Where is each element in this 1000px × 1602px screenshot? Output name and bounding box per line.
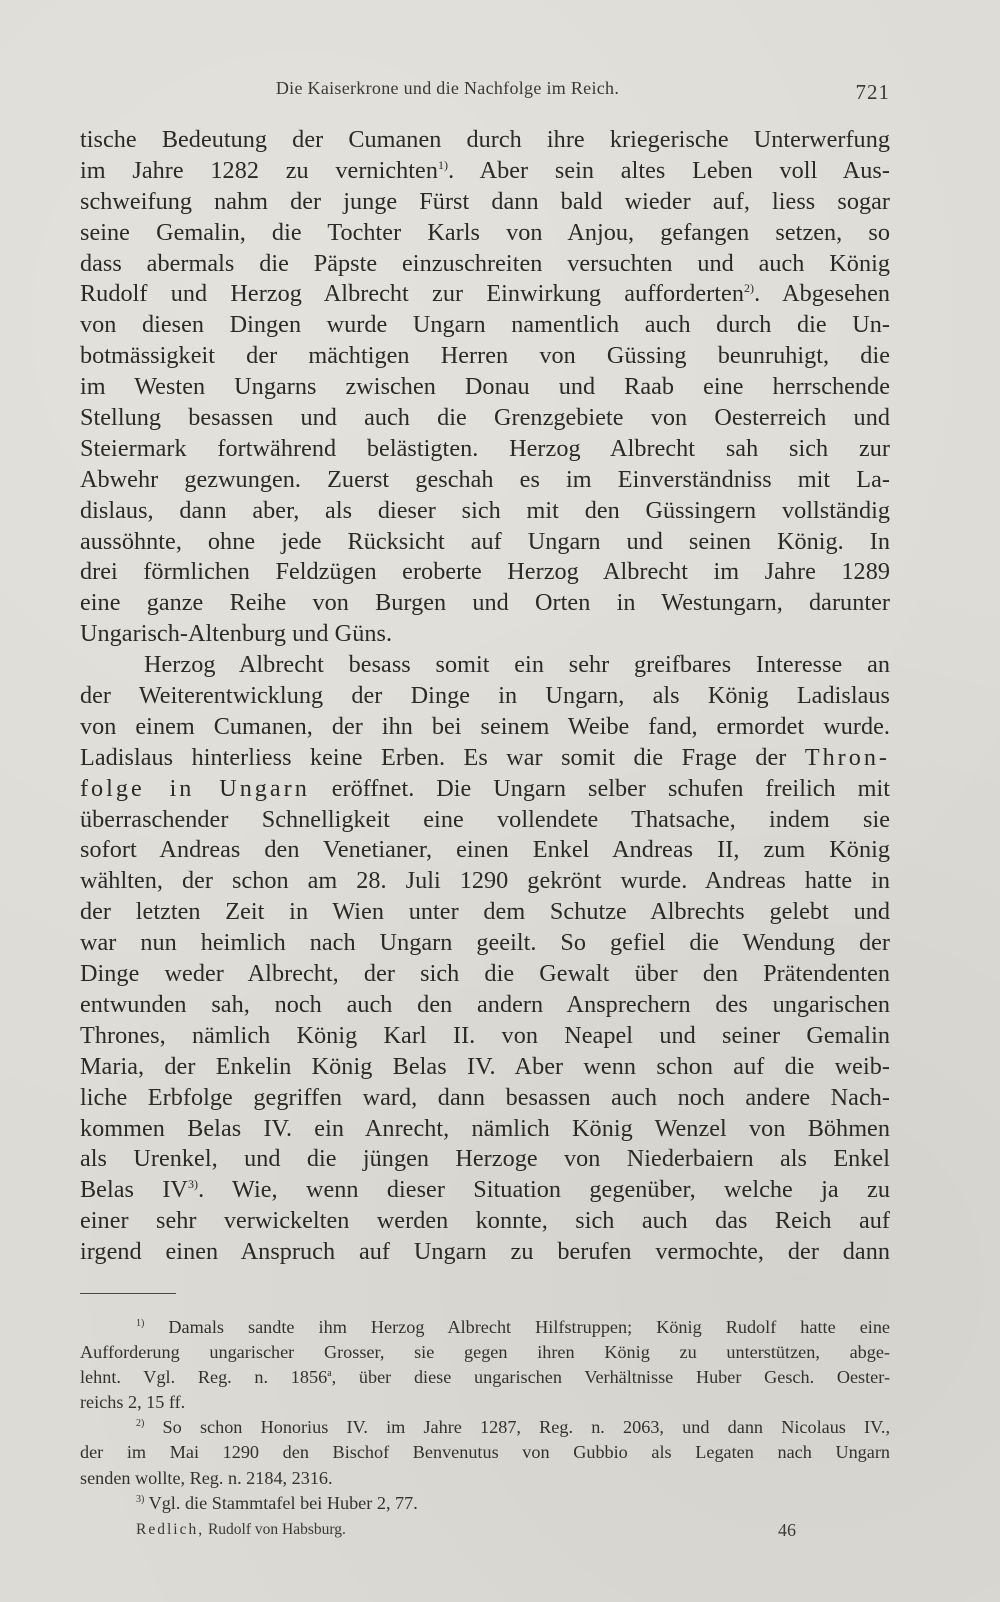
text-line: dislaus, dann aber, als dieser sich mit den Güssingern vollständig: [80, 496, 890, 524]
footnote-ref[interactable]: 1): [437, 157, 449, 172]
text-line: Thrones, nämlich König Karl II. von Neapel und seiner Gemalin: [80, 1021, 890, 1049]
text-line: entwunden sah, noch auch den andern Ansprechern des ungarischen: [80, 990, 890, 1018]
text-line: schweifung nahm der junge Fürst dann bald wieder auf, liess sogar: [80, 187, 890, 215]
body-text: [80, 125, 890, 1268]
footnote-line: lehnt. Vgl. Reg. n. 1856$^a$, über diese ungarischen Verhältnisse Huber Gesch. Oester-: [80, 1367, 891, 1388]
text-line: kommen Belas IV. ein Anrecht, nämlich König Wenzel von Böhmen: [80, 1114, 890, 1142]
text-line: seine Gemalin, die Tochter Karls von Anjou, gefangen setzen, so: [80, 218, 890, 246]
text-line: als Urenkel, und die jüngen Herzoge von Niederbaiern als Enkel: [80, 1145, 890, 1173]
footnote-line: reichs 2, 15 ff.: [80, 1392, 186, 1413]
footnote-marker: 2): [136, 1418, 145, 1430]
footnote-line: $^{1)}$ Damals sandte ihm Herzog Albrecht Hilfstruppen; König Rudolf hatte eine: [136, 1317, 891, 1337]
text-line: Maria, der Enkelin König Belas IV. Aber wenn schon auf die weib-: [80, 1052, 890, 1080]
running-head: [80, 76, 890, 106]
text-line: war nun heimlich nach Ungarn geeilt. So gefiel die Wendung der: [80, 929, 890, 957]
text-line: folge in Ungarn eröffnet. Die Ungarn selber schufen freilich mit: [80, 774, 890, 802]
footnote-line: der im Mai 1290 den Bischof Benvenutus von Gubbio als Legaten nach Ungarn: [80, 1442, 890, 1463]
text-line: Belas IV$^{3)}$. Wie, wenn dieser Situation gegenüber, welche ja zu: [80, 1176, 890, 1204]
text-line: aussöhnte, ohne jede Rücksicht auf Ungarn und seinen König. In: [80, 527, 890, 555]
text-line: Ungarisch-Altenburg und Güns.: [80, 620, 393, 648]
text-line: von einem Cumanen, der ihn bei seinem Weibe fand, ermordet wurde.: [80, 712, 890, 740]
footnote-line: Aufforderung ungarischer Grosser, sie gegen ihren König zu unterstützen, abge-: [80, 1342, 890, 1363]
text-line: Herzog Albrecht besass somit ein sehr greifbares Interesse an: [144, 651, 890, 679]
text-line: Rudolf und Herzog Albrecht zur Einwirkung aufforderten$^{2)}$. Abgesehen: [80, 280, 890, 308]
footnote-marker: 3): [136, 1493, 145, 1505]
text-line: tische Bedeutung der Cumanen durch ihre kriegerische Unterwerfung: [80, 126, 890, 153]
text-line: Stellung besassen und auch die Grenzgebiete von Oesterreich und: [80, 404, 890, 432]
footnote-divider: [80, 1293, 176, 1294]
text-line: botmässigkeit der mächtigen Herren von Güssing beunruhigt, die: [80, 342, 890, 370]
footnote-line: $^{3)}$ Vgl. die Stammtafel bei Huber 2, 77.: [136, 1492, 418, 1513]
spaced-text: Thron-: [804, 743, 890, 771]
text-line: liche Erbfolge gegriffen ward, dann besassen auch noch andere Nach-: [80, 1083, 890, 1111]
text-line: im Jahre 1282 zu vernichten$^{1)}$. Aber sein altes Leben voll Aus-: [80, 156, 890, 184]
text-line: von diesen Dingen wurde Ungarn namentlich auch durch die Un-: [80, 311, 890, 339]
footnote-ref[interactable]: 3): [187, 1177, 199, 1192]
text-line: sofort Andreas den Venetianer, einen Enkel Andreas II, zum König: [80, 836, 890, 864]
text-line: drei förmlichen Feldzügen eroberte Herzog Albrecht im Jahre 1289: [80, 558, 890, 586]
sheet-number: 46: [778, 1520, 796, 1540]
text-line: der Weiterentwicklung der Dinge in Ungarn, als König Ladislaus: [80, 682, 890, 710]
text-line: im Westen Ungarns zwischen Donau und Raab eine herrschende: [80, 373, 890, 401]
footnote-ref[interactable]: 2): [743, 281, 755, 296]
spaced-text: folge in Ungarn: [80, 774, 310, 802]
signature-title: Redlich, Rudolf von Habsburg.: [136, 1521, 346, 1538]
text-line: eine ganze Reihe von Burgen und Orten in Westungarn, darunter: [80, 589, 890, 617]
footnote-line: senden wollte, Reg. n. 2184, 2316.: [80, 1467, 333, 1488]
text-line: irgend einen Anspruch auf Ungarn zu berufen vermochte, der dann: [80, 1238, 890, 1266]
footnote-marker: 1): [136, 1318, 145, 1329]
signature-line: [136, 1521, 796, 1547]
text-line: Abwehr gezwungen. Zuerst geschah es im Einverständniss mit La-: [80, 465, 890, 493]
text-line: wählten, der schon am 28. Juli 1290 gekrönt wurde. Andreas hatte in: [80, 867, 890, 895]
text-line: der letzten Zeit in Wien unter dem Schutze Albrechts gelebt und: [80, 898, 890, 926]
text-line: überraschender Schnelligkeit eine vollendete Thatsache, indem sie: [80, 805, 890, 833]
text-line: dass abermals die Päpste einzuschreiten versuchten und auch König: [80, 249, 890, 277]
text-line: Dinge weder Albrecht, der sich die Gewalt über den Prätendenten: [80, 960, 890, 988]
text-line: einer sehr verwickelten werden konnte, sich auch das Reich auf: [80, 1207, 890, 1235]
running-title: Die Kaiserkrone und die Nachfolge im Reich.: [275, 78, 620, 98]
page-number: 721: [855, 80, 890, 104]
footnotes: [80, 1315, 890, 1516]
text-line: Steiermark fortwährend belästigten. Herzog Albrecht sah sich zur: [80, 434, 890, 462]
text-line: Ladislaus hinterliess keine Erben. Es war somit die Frage der Thron-: [80, 743, 890, 771]
footnote-line: $^{2)}$ So schon Honorius IV. im Jahre 1287, Reg. n. 2063, und dann Nicolaus IV.,: [136, 1417, 890, 1438]
